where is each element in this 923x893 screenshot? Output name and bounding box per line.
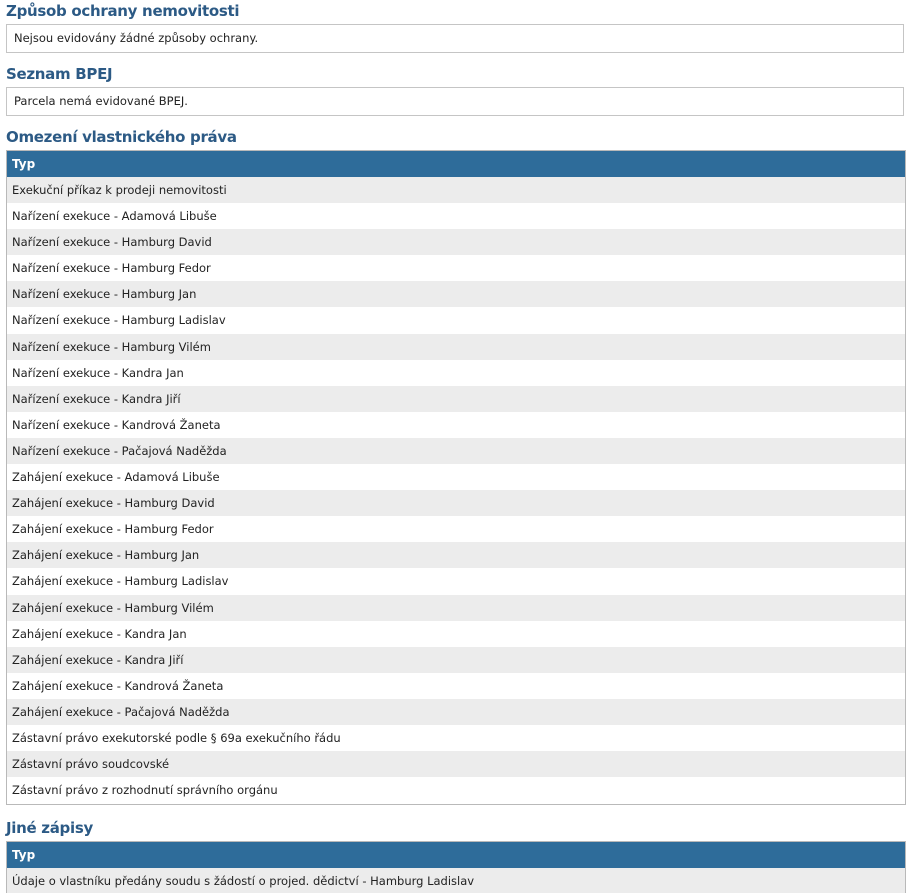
table-row[interactable]: Zahájení exekuce - Hamburg Ladislav [7,568,905,594]
table-row[interactable]: Zahájení exekuce - Adamová Libuše [7,464,905,490]
jine-table-header[interactable]: Typ [7,842,905,868]
table-row[interactable]: Zahájení exekuce - Pačajová Naděžda [7,699,905,725]
omezeni-table-body [7,177,905,803]
table-row[interactable]: Nařízení exekuce - Adamová Libuše [7,203,905,229]
table-row[interactable]: Exekuční příkaz k prodeji nemovitosti [7,177,905,203]
table-row[interactable]: Nařízení exekuce - Hamburg Fedor [7,255,905,281]
table-row[interactable]: Zástavní právo soudcovské [7,751,905,777]
omezeni-section-title: Omezení vlastnického práva [6,128,237,146]
table-row[interactable]: Zahájení exekuce - Hamburg Vilém [7,595,905,621]
table-row[interactable]: Nařízení exekuce - Hamburg David [7,229,905,255]
ochrana-section-title: Způsob ochrany nemovitosti [6,2,240,20]
table-row[interactable]: Údaje o vlastníku předány soudu s žádostí o projed. dědictví - Hamburg Ladislav [7,868,905,893]
table-row[interactable]: Nařízení exekuce - Hamburg Vilém [7,334,905,360]
table-row[interactable]: Zástavní právo exekutorské podle § 69a exekučního řádu [7,725,905,751]
table-row[interactable]: Zahájení exekuce - Hamburg Jan [7,542,905,568]
table-row[interactable]: Nařízení exekuce - Kandra Jiří [7,386,905,412]
ochrana-info-box: Nejsou evidovány žádné způsoby ochrany. [6,24,904,53]
jine-section-title: Jiné zápisy [6,819,93,837]
jine-table-body [7,868,905,893]
jine-table [6,841,906,893]
table-row[interactable]: Nařízení exekuce - Pačajová Naděžda [7,438,905,464]
bpej-section-title: Seznam BPEJ [6,65,113,83]
bpej-info-box: Parcela nemá evidované BPEJ. [6,87,904,116]
table-row[interactable]: Zahájení exekuce - Kandrová Žaneta [7,673,905,699]
table-row[interactable]: Zahájení exekuce - Hamburg Fedor [7,516,905,542]
table-row[interactable]: Nařízení exekuce - Hamburg Jan [7,281,905,307]
table-row[interactable]: Nařízení exekuce - Kandra Jan [7,360,905,386]
table-row[interactable]: Zahájení exekuce - Kandra Jiří [7,647,905,673]
omezeni-table [6,150,906,805]
table-row[interactable]: Nařízení exekuce - Kandrová Žaneta [7,412,905,438]
omezeni-table-header[interactable]: Typ [7,151,905,177]
table-row[interactable]: Zahájení exekuce - Kandra Jan [7,621,905,647]
table-row[interactable]: Nařízení exekuce - Hamburg Ladislav [7,307,905,333]
table-row[interactable]: Zahájení exekuce - Hamburg David [7,490,905,516]
table-row[interactable]: Zástavní právo z rozhodnutí správního orgánu [7,777,905,803]
